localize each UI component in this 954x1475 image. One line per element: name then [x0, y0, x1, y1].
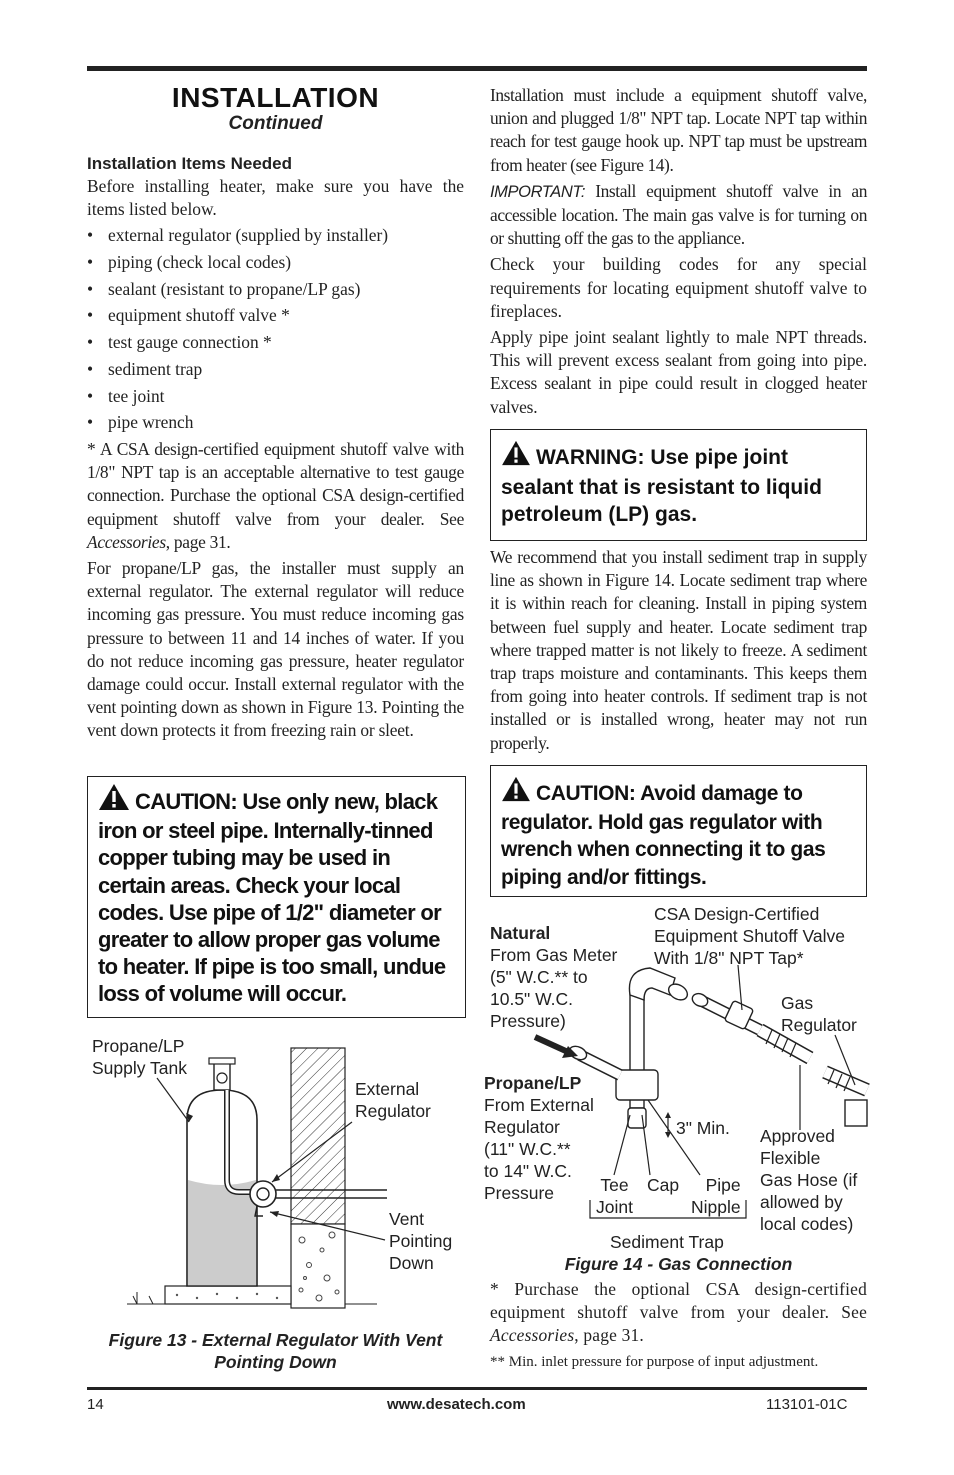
sediment-section — [490, 546, 867, 758]
footnote-purchase — [490, 1278, 867, 1348]
fig14-hose-label — [760, 1125, 857, 1235]
fig14-hose-line: local codes) — [760, 1214, 854, 1234]
fig13-label-vent-line2: Pointing — [389, 1231, 453, 1251]
important-label: IMPORTANT: — [490, 182, 586, 201]
fig13-label-regulator — [355, 1078, 431, 1122]
document-code: 113101-01C — [766, 1396, 848, 1413]
accessories-ref: Accessories — [87, 531, 166, 552]
sealant-paragraph: Apply pipe joint sealant lightly to male NPT threads. This will prevent excess sealant from going into pipe. Excess sealant in pipe could result in clogged heater valves. — [490, 327, 867, 417]
codes-paragraph: Check your building codes for any special requirements for locating equipment shutoff valve to fireplaces. — [490, 254, 867, 321]
fig13-label-regulator-line1: External — [355, 1079, 420, 1099]
items-intro: Before installing heater, make sure you have the items listed below. — [87, 176, 464, 220]
fig14-nipple-label — [691, 1174, 741, 1218]
fig14-csa-valve-label — [654, 903, 845, 969]
fig14-cap-label: Cap — [647, 1175, 680, 1195]
list-item: • tee joint — [87, 385, 464, 412]
sediment-paragraph: We recommend that you install sediment trap in supply line as shown in Figure 14. Locate sediment trap where it is within reach for cleaning. Install in piping system between fuel supply and heater. Locate sediment trap where trapped matter is not likely to freeze. A sediment trap traps moisture and contaminants. This keeps them from going into heater controls. If sediment trap is not installed or is installed wrong, heater may not run properly. — [490, 547, 867, 753]
footnote-purchase-text: * Purchase the optional CSA design-certified equipment shutoff valve from your dealer. See — [490, 1279, 867, 1323]
page-subtitle: Continued — [228, 113, 323, 134]
fig14-tee-label — [596, 1174, 633, 1218]
fig14-hose-line: Approved — [760, 1126, 835, 1146]
fig14-hose-line: Flexible — [760, 1148, 821, 1168]
fig14-csa-line: CSA Design-Certified — [654, 904, 820, 924]
fig14-propane-line: Regulator — [484, 1117, 560, 1137]
fig14-trap-label: Sediment Trap — [610, 1232, 724, 1252]
valve-note — [87, 438, 464, 554]
fig14-csa-line: With 1/8" NPT Tap* — [654, 948, 804, 968]
warning-text: WARNING: Use pipe joint sealant that is resistant to liquid petroleum (LP) gas. — [501, 446, 822, 526]
fig14-gas-regulator-label — [781, 992, 857, 1036]
footnotes — [490, 1278, 867, 1377]
fig14-natural-line: 10.5" W.C. — [490, 989, 574, 1009]
caution-box-regulator — [490, 765, 867, 897]
page-number: 14 — [87, 1396, 104, 1413]
caution-box-pipe — [87, 776, 466, 1018]
list-item: • pipe wrench — [87, 411, 464, 438]
fig14-nipple-line: Pipe — [705, 1175, 741, 1195]
list-item: • external regulator (supplied by installer) — [87, 224, 464, 251]
warning-box-sealant — [490, 429, 867, 541]
fig14-gasreg-line: Regulator — [781, 1015, 857, 1035]
accessories-ref: Accessories — [490, 1325, 575, 1346]
fig14-propane-line: (11" W.C.** — [484, 1139, 571, 1159]
fig14-tee-line: Joint — [596, 1197, 633, 1217]
fig14-propane-title: Propane/LP — [484, 1073, 582, 1093]
fig14-nipple-line: Nipple — [691, 1197, 741, 1217]
propane-paragraph: For propane/LP gas, the installer must supply an external regulator. The external regulator will reduce incoming gas pressure. You must reduce incoming gas pressure to between 11 and 14 inches of water. If you do not reduce incoming gas pressure, heater regulator damage could occur. Install external regulator with the vent pointing down as shown in Figure 13. Pointing the vent down protects it from freezing rain or sleet. — [87, 557, 464, 741]
fig14-natural-line: Pressure) — [490, 1011, 566, 1031]
right-column — [490, 84, 867, 422]
items-heading: Installation Items Needed — [87, 154, 292, 173]
fig14-gasreg-line: Gas — [781, 993, 814, 1013]
fig14-propane-line: From External — [484, 1095, 594, 1115]
list-item: • sealant (resistant to propane/LP gas) — [87, 278, 464, 305]
fig13-label-tank-line2: Supply Tank — [92, 1058, 188, 1078]
fig13-label-vent-line1: Vent — [389, 1209, 425, 1229]
important-text: Install equipment shutoff valve in an accessible location. The main gas valve is for turning on or shutting off the gas to the appliance. — [490, 180, 867, 249]
page-title: INSTALLATION — [171, 82, 380, 113]
caution-text: CAUTION: Avoid damage to regulator. Hold gas regulator with wrench when connecting it to gas piping and/or fittings. — [501, 782, 826, 889]
top-rule — [87, 66, 867, 71]
figure-13-caption-line2: Pointing Down — [214, 1352, 337, 1372]
fig14-propane-label — [484, 1072, 594, 1204]
list-item: • piping (check local codes) — [87, 251, 464, 278]
fig14-min-label: 3" Min. — [676, 1118, 730, 1138]
figure-14-caption: Figure 14 - Gas Connection — [564, 1254, 793, 1274]
list-item: • sediment trap — [87, 358, 464, 385]
list-item: • equipment shutoff valve * — [87, 304, 464, 331]
warning-triangle-icon — [98, 783, 130, 817]
fig14-hose-line: Gas Hose (if — [760, 1170, 858, 1190]
fig14-natural-title: Natural — [490, 923, 551, 943]
fig14-propane-line: to 14" W.C. — [484, 1161, 572, 1181]
fig13-label-vent — [389, 1208, 452, 1274]
bottom-rule — [87, 1387, 867, 1390]
footnote-purchase-tail: , page 31. — [574, 1325, 644, 1346]
fig14-tee-line: Tee — [600, 1175, 629, 1195]
fig14-natural-line: (5" W.C.** to — [490, 967, 588, 987]
list-item: • test gauge connection * — [87, 331, 464, 358]
figure-13-caption — [87, 1329, 464, 1373]
fig14-natural-label — [490, 922, 617, 1032]
shutoff-paragraph: Installation must include a equipment shutoff valve, union and plugged 1/8" NPT tap. Locate NPT tap within reach for test gauge hook up. NPT tap must be upstream from heater (see Figure 14). — [490, 85, 867, 175]
valve-note-text: * A CSA design-certified equipment shutoff valve with 1/8" NPT tap is an acceptable alternative to test gauge connection. Purchase the optional CSA design-certified equipment shutoff valve from your dealer. See — [87, 438, 464, 529]
left-column — [87, 84, 464, 746]
caution-text: CAUTION: Use only new, black iron or steel pipe. Internally-tinned copper tubing may be used in certain areas. Check your local codes. Use pipe of 1/2" diameter or greater to allow proper gas volume to heater. If pipe is too small, undue loss of volume will occur. — [98, 789, 446, 1007]
fig14-hose-line: allowed by — [760, 1192, 843, 1212]
items-list — [87, 224, 464, 438]
footnote-inlet: ** Min. inlet pressure for purpose of input adjustment. — [490, 1353, 819, 1370]
fig13-label-tank-line1: Propane/LP — [92, 1036, 185, 1056]
fig14-propane-line: Pressure — [484, 1183, 555, 1203]
valve-note-tail: , page 31. — [165, 531, 231, 552]
warning-triangle-icon — [501, 776, 531, 809]
figure-13-caption-line1: Figure 13 - External Regulator With Vent — [108, 1330, 443, 1350]
fig14-csa-line: Equipment Shutoff Valve — [654, 926, 846, 946]
warning-triangle-icon — [501, 440, 531, 474]
website-link[interactable]: www.desatech.com — [387, 1396, 526, 1413]
fig13-label-vent-line3: Down — [389, 1253, 434, 1273]
fig14-natural-line: From Gas Meter — [490, 945, 618, 965]
important-paragraph — [490, 180, 867, 251]
fig13-label-tank — [92, 1035, 187, 1079]
fig13-label-regulator-line2: Regulator — [355, 1101, 431, 1121]
